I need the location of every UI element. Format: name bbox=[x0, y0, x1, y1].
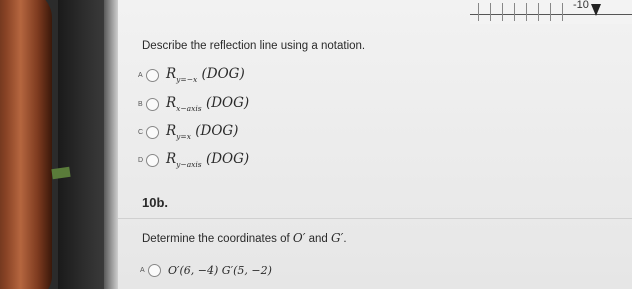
option-b[interactable] bbox=[138, 94, 249, 114]
radio-button[interactable] bbox=[146, 126, 159, 139]
radio-button[interactable] bbox=[146, 69, 159, 82]
option-d[interactable] bbox=[138, 150, 249, 170]
graph-fragment bbox=[470, 0, 632, 24]
option-math: $R_{y=-x}$ (DOG) bbox=[166, 66, 245, 84]
graph-axis-label: -10 bbox=[573, 0, 589, 11]
option-letter: D bbox=[138, 156, 144, 164]
section-heading: 10b. bbox=[142, 195, 169, 210]
graph-tick bbox=[538, 3, 539, 21]
hand bbox=[0, 0, 52, 289]
graph-tick bbox=[550, 3, 551, 21]
option-letter: C bbox=[138, 128, 144, 136]
graph-tick bbox=[490, 3, 491, 21]
option-a[interactable] bbox=[138, 65, 245, 85]
radio-button[interactable] bbox=[146, 98, 159, 111]
screen bbox=[118, 0, 632, 289]
radio-button[interactable] bbox=[146, 154, 159, 167]
graph-tick bbox=[514, 3, 515, 21]
divider bbox=[118, 218, 632, 219]
option-letter: A bbox=[138, 71, 143, 79]
option-a-10b[interactable] bbox=[140, 264, 272, 277]
option-math: $R_{y=x}$ (DOG) bbox=[166, 123, 239, 141]
radio-button[interactable] bbox=[148, 264, 161, 277]
arrow-down-icon bbox=[591, 4, 601, 16]
graph-tick bbox=[502, 3, 503, 21]
option-letter: B bbox=[138, 100, 143, 108]
monitor-bezel bbox=[58, 0, 104, 289]
option-math: $R_{x-axis}$ (DOG) bbox=[166, 95, 250, 113]
photo-left-region bbox=[0, 0, 118, 289]
option-math: O′(6, −4) G′(5, −2) bbox=[168, 264, 272, 277]
graph-axis bbox=[470, 14, 632, 15]
question-prompt-2: Determine the coordinates of O′ and G′. bbox=[142, 231, 347, 245]
option-letter: A bbox=[140, 267, 145, 274]
graph-tick bbox=[478, 3, 479, 21]
option-c[interactable] bbox=[138, 122, 238, 142]
question-prompt: Describe the reflection line using a notation. bbox=[142, 40, 366, 52]
graph-tick bbox=[526, 3, 527, 21]
option-math: $R_{y-axis}$ (DOG) bbox=[166, 151, 250, 169]
screen-edge bbox=[104, 0, 118, 289]
graph-tick bbox=[562, 3, 563, 21]
